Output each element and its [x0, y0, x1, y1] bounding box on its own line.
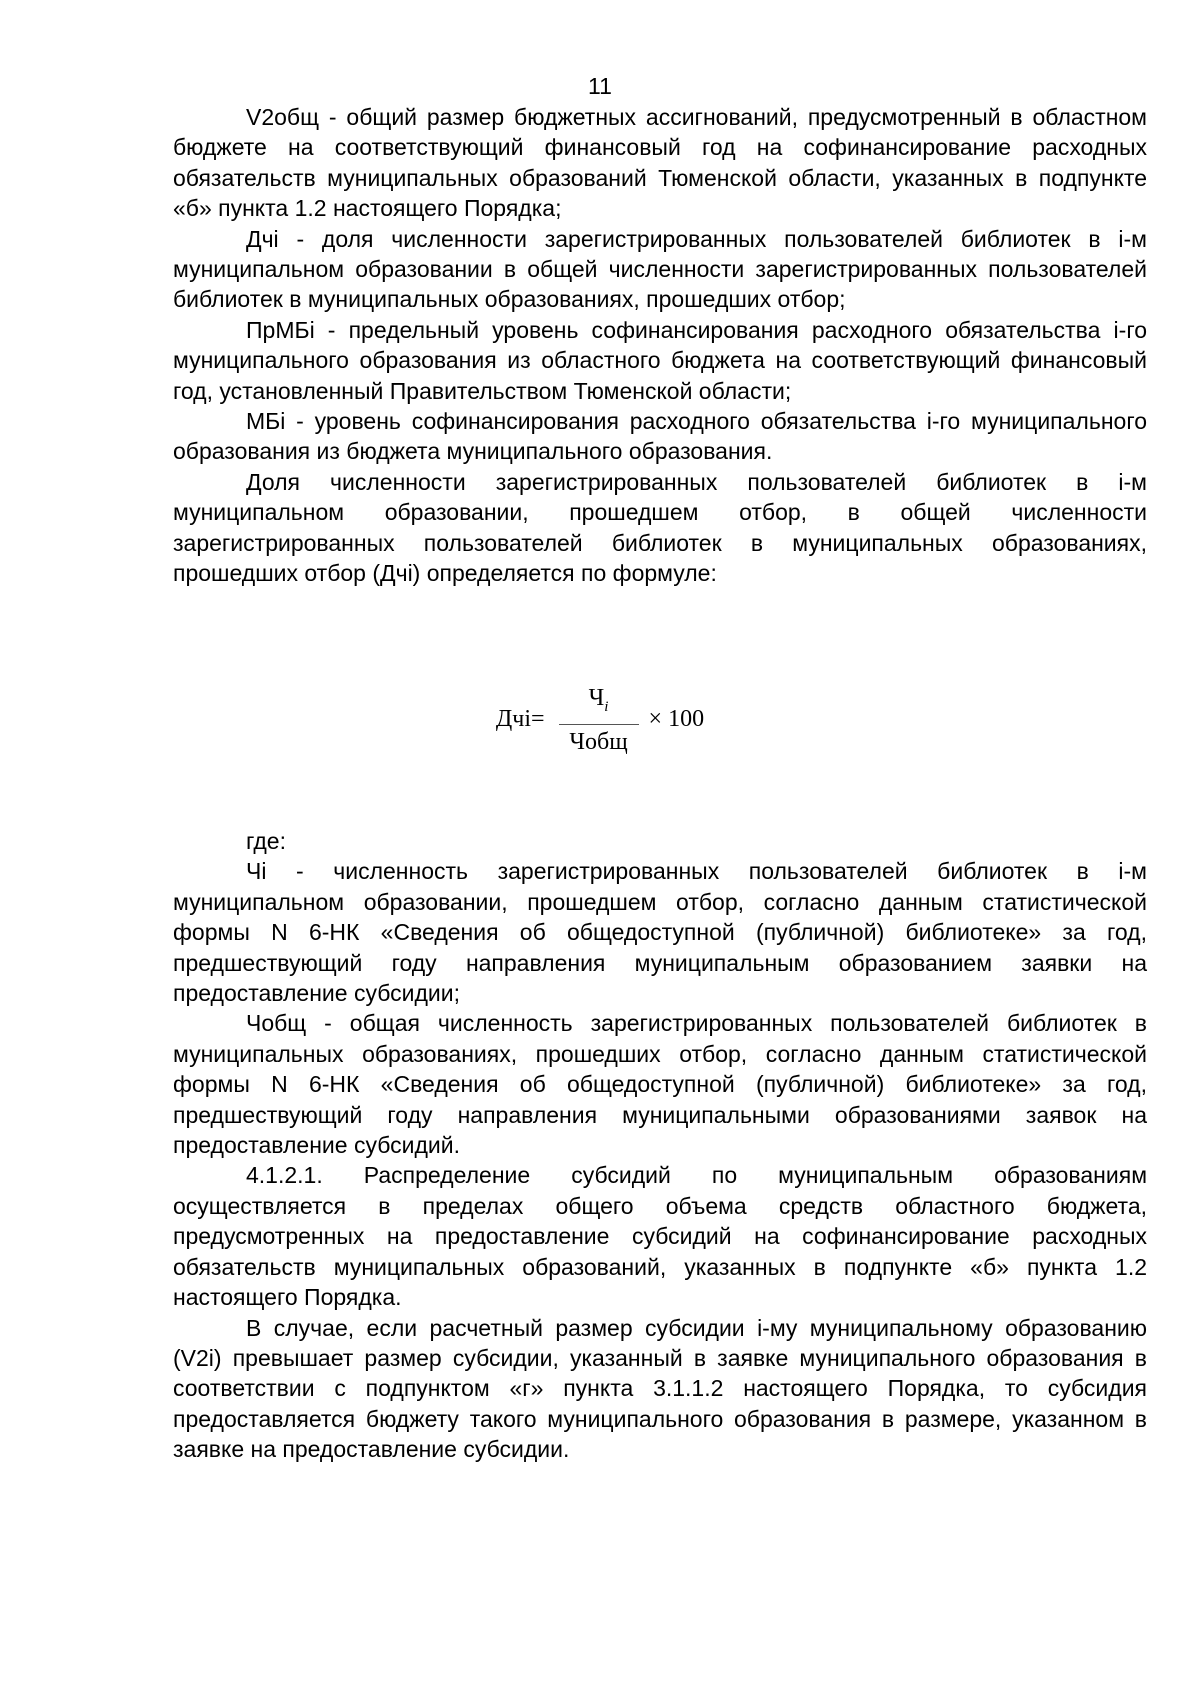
formula-lhs: Дчi=: [495, 706, 545, 733]
paragraph-chi-definition: Чi - численность зарегистрированных пользователей библиотек в i-м муниципальном образовании, прошедшем отбор, согласно данным статистической формы N 6-НК «Сведения об общедоступной (публичной) библиотеке» за год, предшествующий году направления муниципальным образованием заявки на предоставление субсидии;: [173, 858, 1147, 1007]
paragraph-v2-definition: V2общ - общий размер бюджетных ассигнований, предусмотренный в областном бюджете на соответствующий финансовый год на софинансирование расходных обязательств муниципальных образований Тюменской области, указанных в подпункте «б» пункта 1.2 настоящего Порядка;: [173, 104, 1147, 222]
formula-fraction: [559, 683, 639, 757]
formula-numerator: [581, 683, 617, 724]
paragraph-formula-intro: Доля численности зарегистрированных пользователей библиотек в i-м муниципальном образовании, прошедшем отбор, в общей численности зарегистрированных пользователей библиотек в муниципальных образованиях, прошедших отбор (Дчi) определяется по формуле:: [173, 468, 1147, 587]
paragraph-v2i-case: В случае, если расчетный размер субсидии i-му муниципальному образованию (V2i) превышает размер субсидии, указанный в заявке муниципального образования в соответствии с подпунктом «г» пункта 3.1.1.2 настоящего Порядка, то субсидия предоставляется бюджету такого муниципального образования в размере, указанном в заявке на предоставление субсидии.: [173, 1314, 1147, 1463]
paragraph-dchi-definition: Дчi - доля численности зарегистрированных пользователей библиотек в i-м муниципальном образовании в общей численности зарегистрированных пользователей библиотек в муниципальных образованиях, прошедших отбор;: [173, 225, 1147, 313]
paragraph-chobsch-definition: Чобщ - общая численность зарегистрированных пользователей библиотек в муниципальных образованиях, прошедших отбор, согласно данным статистической формы N 6-НК «Сведения об общедоступной (публичной) библиотеке» за год, предшествующий году направления муниципальными образованиями заявок на предоставление субсидий.: [173, 1010, 1147, 1159]
paragraph-where: где:: [246, 828, 286, 854]
text-block-after-formula: [173, 826, 1147, 1465]
formula-multiplier: × 100: [648, 706, 705, 733]
formula-numerator-symbol: Ч: [588, 685, 605, 711]
formula: [0, 683, 1200, 757]
page-number: 11: [588, 73, 612, 99]
formula-denominator: Чобщ: [569, 728, 628, 755]
formula-numerator-subscript: i: [604, 698, 609, 715]
paragraph-mbi-definition: МБi - уровень софинансирования расходного обязательства i-го муниципального образования из бюджета муниципального образования.: [173, 408, 1147, 465]
paragraph-section-4-1-2-1: 4.1.2.1. Распределение субсидий по муниципальным образованиям осуществляется в пределах общего объема средств областного бюджета, предусмотренных на предоставление субсидий на софинансирование расходных обязательств муниципальных образований, указанных в подпункте «б» пункта 1.2 настоящего Порядка.: [173, 1162, 1147, 1311]
text-block-before-formula: [173, 102, 1147, 589]
paragraph-prmbi-definition: ПрМБi - предельный уровень софинансирования расходного обязательства i-го муниципального образования из областного бюджета на соответствующий финансовый год, установленный Правительством Тюменской области;: [173, 316, 1147, 404]
